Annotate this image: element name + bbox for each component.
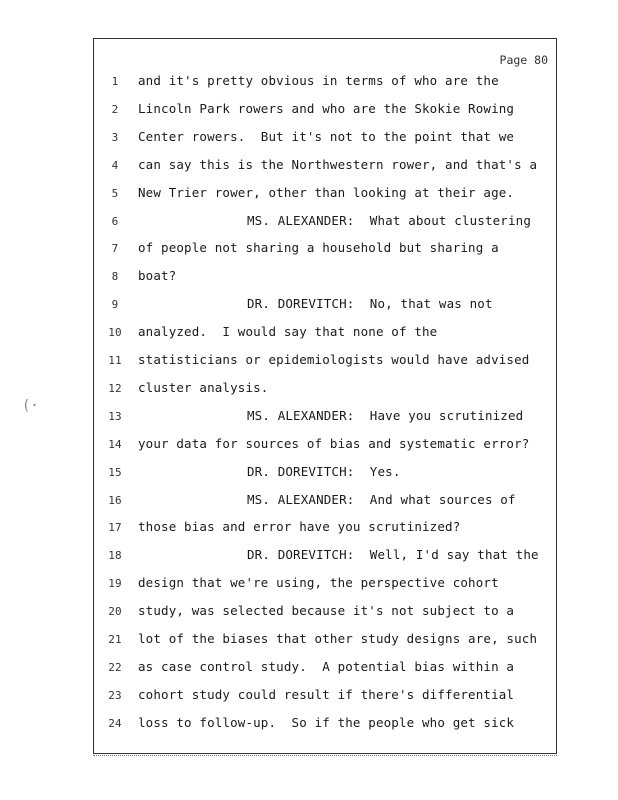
transcript-page: [93, 38, 557, 754]
line-text: design that we're using, the perspective cohort: [138, 575, 499, 591]
line-text: DR. DOREVITCH: Well, I'd say that the: [247, 547, 539, 563]
line-number: 8: [111, 270, 119, 284]
line-text: lot of the biases that other study designs are, such: [138, 631, 538, 646]
line-text: as case control study. A potential bias within a: [138, 658, 515, 674]
line-number: 22: [108, 660, 122, 674]
transcript-line: [94, 157, 556, 177]
line-text: Center rowers. But it's not to the point that we: [138, 128, 515, 144]
line-text: cluster analysis.: [138, 379, 269, 395]
line-text: DR. DOREVITCH: No, that was not: [247, 296, 493, 312]
transcript-line: [94, 213, 556, 233]
transcript-line: [94, 101, 556, 121]
transcript-line: [94, 436, 556, 456]
line-number: 24: [108, 716, 122, 730]
line-text: loss to follow-up. So if the people who get sick: [138, 714, 515, 730]
transcript-line: [94, 547, 556, 567]
line-number: 21: [108, 633, 122, 646]
line-number: 23: [108, 688, 122, 702]
line-text: those bias and error have you scrutinized?: [138, 519, 461, 535]
line-number: 3: [111, 130, 119, 144]
transcript-line: [94, 380, 556, 400]
line-text: study, was selected because it's not subject to a: [138, 603, 515, 619]
line-text: MS. ALEXANDER: And what sources of: [247, 491, 516, 507]
line-text: and it's pretty obvious in terms of who are the: [138, 73, 499, 88]
line-number: 18: [108, 549, 122, 563]
line-number: 5: [111, 186, 119, 200]
line-number: 7: [111, 242, 119, 256]
line-number: 15: [108, 465, 122, 479]
line-text: Lincoln Park rowers and who are the Skokie Rowing: [138, 100, 515, 116]
scan-mark-left: (·: [22, 398, 39, 414]
page-number: Page 80: [499, 53, 548, 67]
line-text: MS. ALEXANDER: Have you scrutinized: [247, 407, 524, 423]
line-number: 20: [108, 605, 122, 619]
line-text: statisticians or epidemiologists would have advised: [138, 352, 530, 367]
transcript-line: [94, 129, 556, 149]
line-text: DR. DOREVITCH: Yes.: [247, 463, 401, 479]
scan-artifact-line: [93, 755, 557, 759]
line-number: 11: [108, 354, 122, 367]
line-number: 14: [108, 437, 122, 451]
transcript-line: [94, 352, 556, 372]
line-number: 10: [108, 326, 122, 340]
transcript-line: [94, 408, 556, 428]
line-number: 2: [111, 102, 119, 116]
transcript-line: [94, 185, 556, 205]
line-number: 6: [111, 214, 119, 228]
transcript-line: [94, 715, 556, 735]
transcript-line: [94, 519, 556, 539]
line-text: cohort study could result if there's differential: [138, 686, 515, 702]
transcript-line: [94, 324, 556, 344]
transcript-line: [94, 268, 556, 288]
line-number: 16: [108, 493, 122, 507]
line-number: 1: [111, 75, 119, 88]
line-text: your data for sources of bias and systematic error?: [138, 435, 530, 451]
transcript-line: [94, 687, 556, 707]
transcript-line: [94, 296, 556, 316]
line-number: 17: [108, 521, 122, 535]
transcript-line: [94, 73, 556, 93]
line-number: 19: [108, 577, 122, 591]
transcript-line: [94, 659, 556, 679]
line-number: 12: [108, 381, 122, 395]
transcript-line: [94, 603, 556, 623]
transcript-line: [94, 464, 556, 484]
transcript-line: [94, 492, 556, 512]
transcript-line: [94, 240, 556, 260]
transcript-line: [94, 631, 556, 651]
line-number: 9: [111, 298, 119, 312]
line-text: of people not sharing a household but sharing a: [138, 240, 499, 256]
line-text: boat?: [138, 268, 177, 284]
line-number: 4: [111, 158, 119, 172]
line-text: MS. ALEXANDER: What about clustering: [247, 212, 531, 228]
line-text: can say this is the Northwestern rower, and that's a: [138, 156, 538, 172]
line-text: New Trier rower, other than looking at their age.: [138, 184, 515, 200]
line-text: analyzed. I would say that none of the: [138, 324, 438, 340]
line-number: 13: [108, 409, 122, 423]
transcript-line: [94, 575, 556, 595]
